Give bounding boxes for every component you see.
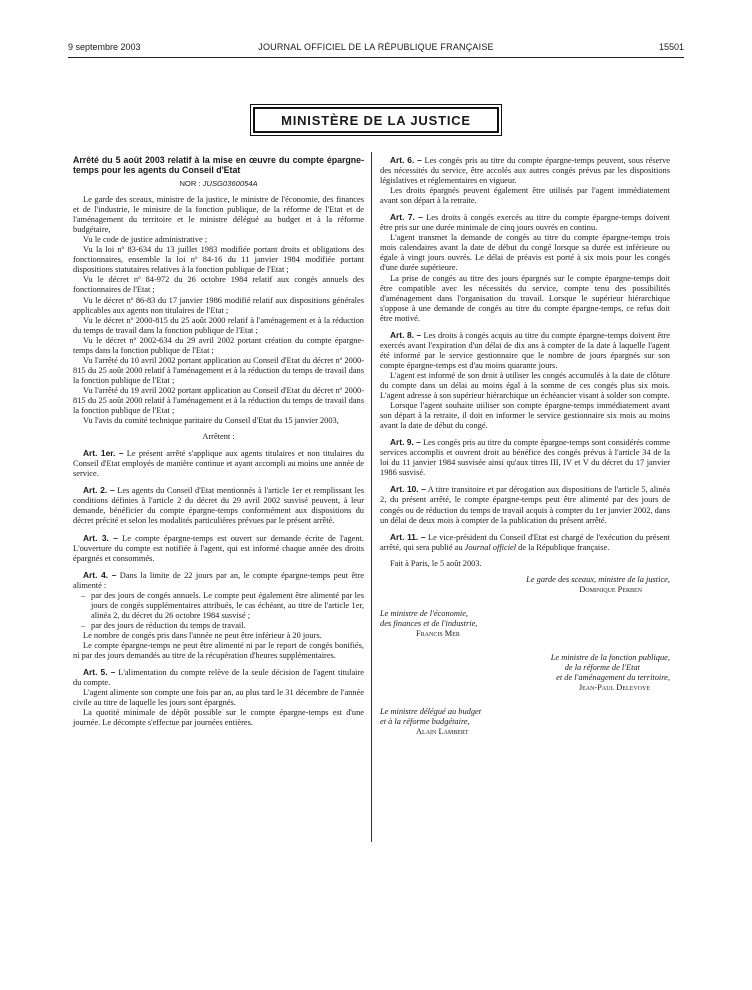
article-text: Le vice-président du Conseil d'Etat est chargé de l'exécution du présent arrêté, qui sera publié au	[380, 532, 670, 552]
article-paragraph: Lorsque l'agent souhaite utiliser son compte épargne-temps immédiatement avant son départ à la retraite, il doit en informer le service gestionnaire six mois au moins avant la date de début du congé.	[380, 401, 670, 431]
signature-name-wrap	[380, 727, 670, 737]
arretent: Arrêtent :	[202, 432, 235, 442]
signature-title: Le ministre de l'économie,	[380, 608, 469, 618]
header-page-number: 15501	[658, 42, 684, 52]
article-paragraph: La prise de congés au titre des jours épargnés sur le compte épargne-temps doit être compatible avec les nécessités du service, compte tenu des possibilités d'aménagement dans l'organisation du travail. Lorsque le supérieur hiérarchique s'oppose à une demande de congés au titre du compte épargne-temps, ce refus doit être motivé.	[380, 273, 670, 323]
article-text: Le présent arrêté s'applique aux agents titulaires et non titulaires du Conseil d'Etat employés de manière continue et ayant accompli au moins une année de service.	[73, 449, 364, 479]
signature-title: Le garde des sceaux, ministre de la justice,	[526, 574, 670, 584]
article-3	[73, 533, 364, 564]
header-date: 9 septembre 2003	[68, 42, 141, 52]
signature-name-wrap	[380, 683, 670, 693]
article-label: Art. 3. –	[83, 532, 118, 543]
ministry-title: MINISTÈRE DE LA JUSTICE	[253, 107, 499, 133]
column-divider	[371, 152, 372, 842]
article-paragraph: L'agent transmet la demande de congés au titre du compte épargne-temps trois mois calendaires avant la date de début du congé lorsque sa durée est inférieure ou égale à vingt jours ouvrés. Le délai de préavis est porté à six mois pour les congés d'une durée supérieure.	[380, 233, 670, 273]
preamble-paragraph: Vu la loi nº 83-634 du 13 juillet 1983 modifiée portant droits et obligations des fonctionnaires, ensemble la loi nº 84-16 du 11 janvier 1984 modifiée portant dispositions statutaires relatives à la fonction publique de l'Etat ;	[73, 245, 364, 275]
preamble-paragraph: Vu le code de justice administrative ;	[83, 235, 208, 245]
article-paragraph: Les droits épargnés peuvent également être utilisés par l'agent immédiatement avant son départ à la retraite.	[380, 186, 670, 206]
article-paragraph: Le nombre de congés pris dans l'année ne peut être inférieur à 20 jours.	[83, 630, 322, 640]
article-text: Les congés pris au titre du compte épargne-temps sont considérés comme services accomplis et ouvrent droit au bénéfice des congés prévus à l'article 34 de la loi du 11 janvier 1984 susvisée ainsi qu'aux titres III, IV et V du décret du 17 janvier 1986 susvisé.	[380, 438, 670, 478]
preamble-paragraph: Vu le décret nº 2002-634 du 29 avril 2002 portant création du compte épargne-temps dans la fonction publique de l'Etat ;	[73, 335, 364, 355]
preamble-paragraph: Le garde des sceaux, ministre de la justice, le ministre de l'économie, des finances et de l'industrie, le ministre de la fonction publique, de la réforme de l'Etat et de l'aménagement du territoire et le ministre délégué au budget et à la réforme budgétaire,	[73, 195, 364, 235]
nor-reference	[73, 179, 364, 189]
article-text: Les agents du Conseil d'Etat mentionnés à l'article 1er et remplissant les conditions définies à l'article 2 du décret du 29 avril 2002 susvisé peuvent, à leur demande, bénéficier du compte épargne-temps conformément aux dispositions du décret précité et selon les modalités particulières prévues par le présent arrêté.	[73, 486, 364, 526]
article-text: A titre transitoire et par dérogation aux dispositions de l'article 5, alinéa 2, du présent arrêté, le compte épargne-temps peut être alimenté par des jours de congés ou de réduction du temps de travail acquis à compter du 1er janvier 2002, dans un délai de deux mois à compter de la publication du présent arrêté.	[380, 485, 670, 525]
article-9	[380, 437, 670, 478]
preamble-paragraph: Vu l'avis du comité technique paritaire du Conseil d'Etat du 15 janvier 2003,	[83, 416, 339, 426]
header-rule	[68, 57, 684, 58]
article-text: L'alimentation du compte relève de la seule décision de l'agent titulaire du compte.	[73, 668, 364, 688]
article-label: Art. 9. –	[390, 437, 421, 448]
article-text: Les congés pris au titre du compte épargne-temps peuvent, sous réserve des nécessités du service, être accolés aux autres congés prévus par les dispositions législatives et réglementaires en vigueur.	[380, 156, 670, 186]
article-11	[380, 532, 670, 553]
article-text: Dans la limite de 22 jours par an, le compte épargne-temps peut être alimenté :	[73, 570, 365, 590]
article-1	[73, 448, 364, 479]
article-text: Les droits à congés exercés au titre du compte épargne-temps doivent être pris sur une durée minimale de cinq jours ouvrés en continu.	[380, 213, 670, 233]
signature-title: et de l'aménagement du territoire,	[556, 673, 670, 683]
signature-name: Dominique Perben	[579, 584, 642, 594]
article-label: Art. 11. –	[390, 531, 426, 542]
journal-officiel-ref: Journal officiel	[464, 542, 517, 552]
article-label: Art. 7. –	[390, 212, 423, 223]
article-text: de la République française.	[518, 542, 610, 552]
article-label: Art. 1er. –	[83, 448, 124, 459]
signature-title: Le ministre délégué au budget	[380, 707, 482, 717]
preamble-paragraph: Vu le décret nº 84-972 du 26 octobre 1984 relatif aux congés annuels des fonctionnaires de l'Etat ;	[73, 275, 364, 295]
article-7	[380, 212, 670, 233]
article-label: Art. 8. –	[390, 329, 422, 340]
article-paragraph: L'agent alimente son compte une fois par an, au plus tard le 31 décembre de l'année civile au titre de laquelle les jours sont épargnés.	[73, 688, 364, 708]
signature-name: Francis Mer	[416, 628, 460, 638]
signature-name-wrap	[380, 585, 670, 595]
article-text: Le compte épargne-temps est ouvert sur demande écrite de l'agent. L'ouverture du compte est notifiée à l'agent, qui est informé chaque année des droits épargnés et consommés.	[73, 533, 365, 563]
nor-label: NOR :	[179, 179, 201, 188]
preamble-paragraph: Vu le décret nº 2000-815 du 25 août 2000 relatif à l'aménagement et à la réduction du temps de travail dans la fonction publique de l'Etat ;	[73, 315, 364, 335]
signature-name: Alain Lambert	[416, 727, 469, 737]
article-8	[380, 330, 670, 371]
list-item: – par des jours de réduction du temps de travail.	[73, 621, 364, 631]
article-10	[380, 484, 670, 525]
signature-title: des finances et de l'industrie,	[380, 618, 478, 628]
nor-value: JUSG0360054A	[202, 179, 258, 188]
article-paragraph: Le compte épargne-temps ne peut être alimenté ni par le report de congés bonifiés, ni par des jours demandés au titre de la récupération d'heures supplémentaires.	[73, 640, 364, 661]
signature-name: Jean-Paul Delevoye	[578, 683, 650, 693]
right-column	[380, 155, 670, 737]
preamble-paragraph: Vu l'arrêté du 19 avril 2002 portant application au Conseil d'Etat du décret nº 2000-815 du 25 août 2000 relatif à l'aménagement et à la réduction du temps de travail dans la fonction publique de l'Etat ;	[73, 385, 364, 416]
article-4	[73, 570, 364, 591]
preamble-paragraph: Vu le décret nº 86-83 du 17 janvier 1986 modifié relatif aux dispositions générales applicables aux agents non titulaires de l'Etat ;	[73, 295, 364, 315]
article-label: Art. 10. –	[390, 484, 426, 495]
signature-title: et à la réforme budgétaire,	[380, 717, 470, 727]
article-label: Art. 4. –	[83, 569, 117, 580]
ministry-banner	[0, 104, 752, 136]
article-paragraph: L'agent est informé de son droit à utiliser les congés accumulés à la date de clôture du compte dans un délai au moins égal à la somme de ces congés plus six mois. L'agent adresse à son supérieur hiérarchique un échéancier visant à solder son compte.	[380, 370, 670, 401]
header-journal-title: JOURNAL OFFICIEL DE LA RÉPUBLIQUE FRANÇAISE	[258, 42, 494, 52]
signature-title: de la réforme de l'Etat	[564, 663, 640, 673]
signature-title: Le ministre de la fonction publique,	[550, 652, 670, 662]
left-column	[73, 155, 364, 728]
article-text: Les droits à congés acquis au titre du compte épargne-temps doivent être exercés avant l'expiration d'un délai de dix ans à compter de la date à laquelle l'agent été informé par le service gestionnaire que le nombre de jours épargnés sur son compte épargne-temps est d'au moins quarante jours.	[380, 330, 670, 370]
fait-a-paris: Fait à Paris, le 5 août 2003.	[390, 558, 482, 568]
article-2	[73, 485, 364, 526]
page-header	[68, 42, 684, 58]
list-item: – par des jours de congés annuels. Le compte peut également être alimenté par les jours de congés supplémentaires attribués, le cas échéant, au titre de l'article 1er, alinéa 2, du décret du 26 octobre 1984 susvisé ;	[73, 591, 364, 621]
preamble-paragraph: Vu l'arrêté du 10 avril 2002 portant application au Conseil d'Etat du décret nº 2000-815 du 25 août 2000 relatif à l'aménagement et à la réduction du temps de travail dans la fonction publique de l'Etat ;	[73, 355, 364, 385]
decree-title: Arrêté du 5 août 2003 relatif à la mise en œuvre du compte épargne-temps pour les agents du Conseil d'Etat	[73, 155, 364, 175]
signature-name-wrap	[380, 629, 670, 639]
article-label: Art. 6. –	[390, 155, 422, 165]
article-paragraph: La quotité minimale de dépôt possible sur le compte épargne-temps est d'une journée. Le décompte s'effectue par journées entières.	[73, 708, 364, 728]
article-label: Art. 5. –	[83, 667, 116, 678]
article-label: Art. 2. –	[83, 485, 115, 496]
article-5	[73, 667, 364, 688]
article-6	[380, 155, 670, 186]
